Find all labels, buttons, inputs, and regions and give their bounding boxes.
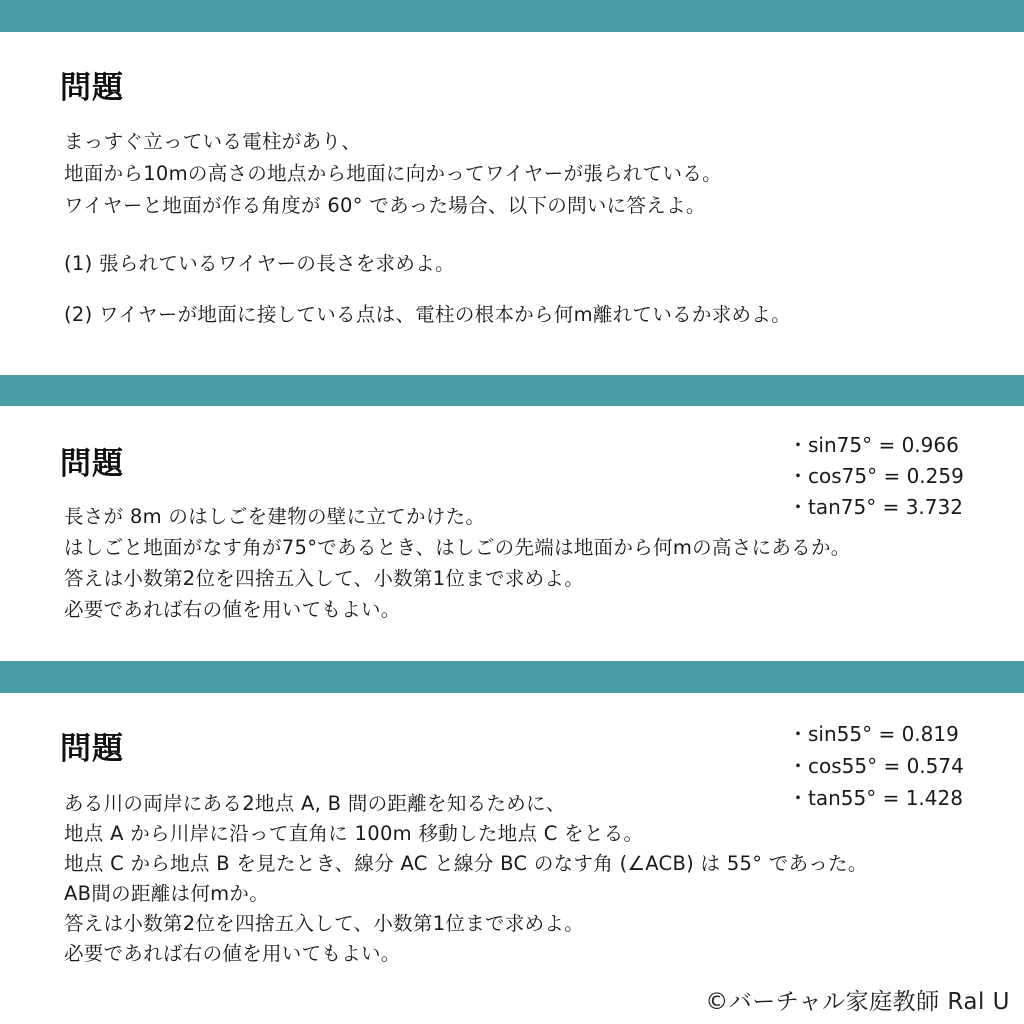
problem-3-line: 必要であれば右の値を用いてもよい。 [64, 942, 401, 965]
problem-2-panel [0, 406, 1024, 661]
problem-3-line: AB間の距離は何mか。 [64, 882, 270, 905]
problem-2-line: 答えは小数第2位を四捨五入して、小数第1位まで求めよ。 [64, 567, 585, 590]
problem-1-line: ワイヤーと地面が作る角度が 60° であった場合、以下の問いに答えよ。 [64, 194, 706, 217]
problem-3-panel [0, 693, 1024, 1024]
problem-2-statement [64, 501, 851, 625]
problem-1-title: 問題 [60, 70, 124, 106]
problem-2-line: 長さが 8m のはしごを建物の壁に立てかけた。 [64, 505, 486, 528]
problem-3-line: 答えは小数第2位を四捨五入して、小数第1位まで求めよ。 [64, 912, 585, 935]
divider-band-2 [0, 661, 1024, 693]
trig-value-sin75: ・sin75° = 0.966 [788, 433, 959, 457]
problem-2-line: はしごと地面がなす角が75°であるとき、はしごの先端は地面から何mの高さにあるか。 [64, 536, 851, 559]
trig-value-sin55: ・sin55° = 0.819 [788, 722, 959, 746]
problem-3-statement [64, 789, 868, 969]
problem-1-questions [64, 248, 791, 331]
trig-value-cos75: ・cos75° = 0.259 [788, 464, 964, 488]
problem-1-line: まっすぐ立っている電柱があり、 [64, 130, 362, 153]
divider-band-1 [0, 375, 1024, 406]
trig-value-tan75: ・tan75° = 3.732 [788, 495, 963, 519]
problem-3-line: 地点 C から地点 B を見たとき、線分 AC と線分 BC のなす角 (∠ACB) は 55° であった。 [64, 852, 868, 875]
top-band [0, 0, 1024, 32]
problem-2-title: 問題 [60, 446, 124, 482]
problem-1-panel [0, 32, 1024, 375]
problem-3-line: 地点 A から川岸に沿って直角に 100m 移動した地点 C をとる。 [64, 822, 644, 845]
problem-2-line: 必要であれば右の値を用いてもよい。 [64, 598, 401, 621]
problem-1-line: 地面から10mの高さの地点から地面に向かってワイヤーが張られている。 [64, 162, 722, 185]
trig-value-cos55: ・cos55° = 0.574 [788, 754, 964, 778]
problem-1-question-1: (1) 張られているワイヤーの長さを求めよ。 [64, 252, 455, 275]
copyright-credit: ©バーチャル家庭教師 Ral U [705, 989, 1010, 1015]
problem-1-statement [64, 126, 722, 222]
problem-1-question-2: (2) ワイヤーが地面に接している点は、電柱の根本から何m離れているか求めよ。 [64, 303, 791, 326]
problem-3-title: 問題 [60, 731, 124, 767]
problem-3-line: ある川の両岸にある2地点 A, B 間の距離を知るために、 [64, 792, 566, 815]
trig-value-tan55: ・tan55° = 1.428 [788, 786, 963, 810]
